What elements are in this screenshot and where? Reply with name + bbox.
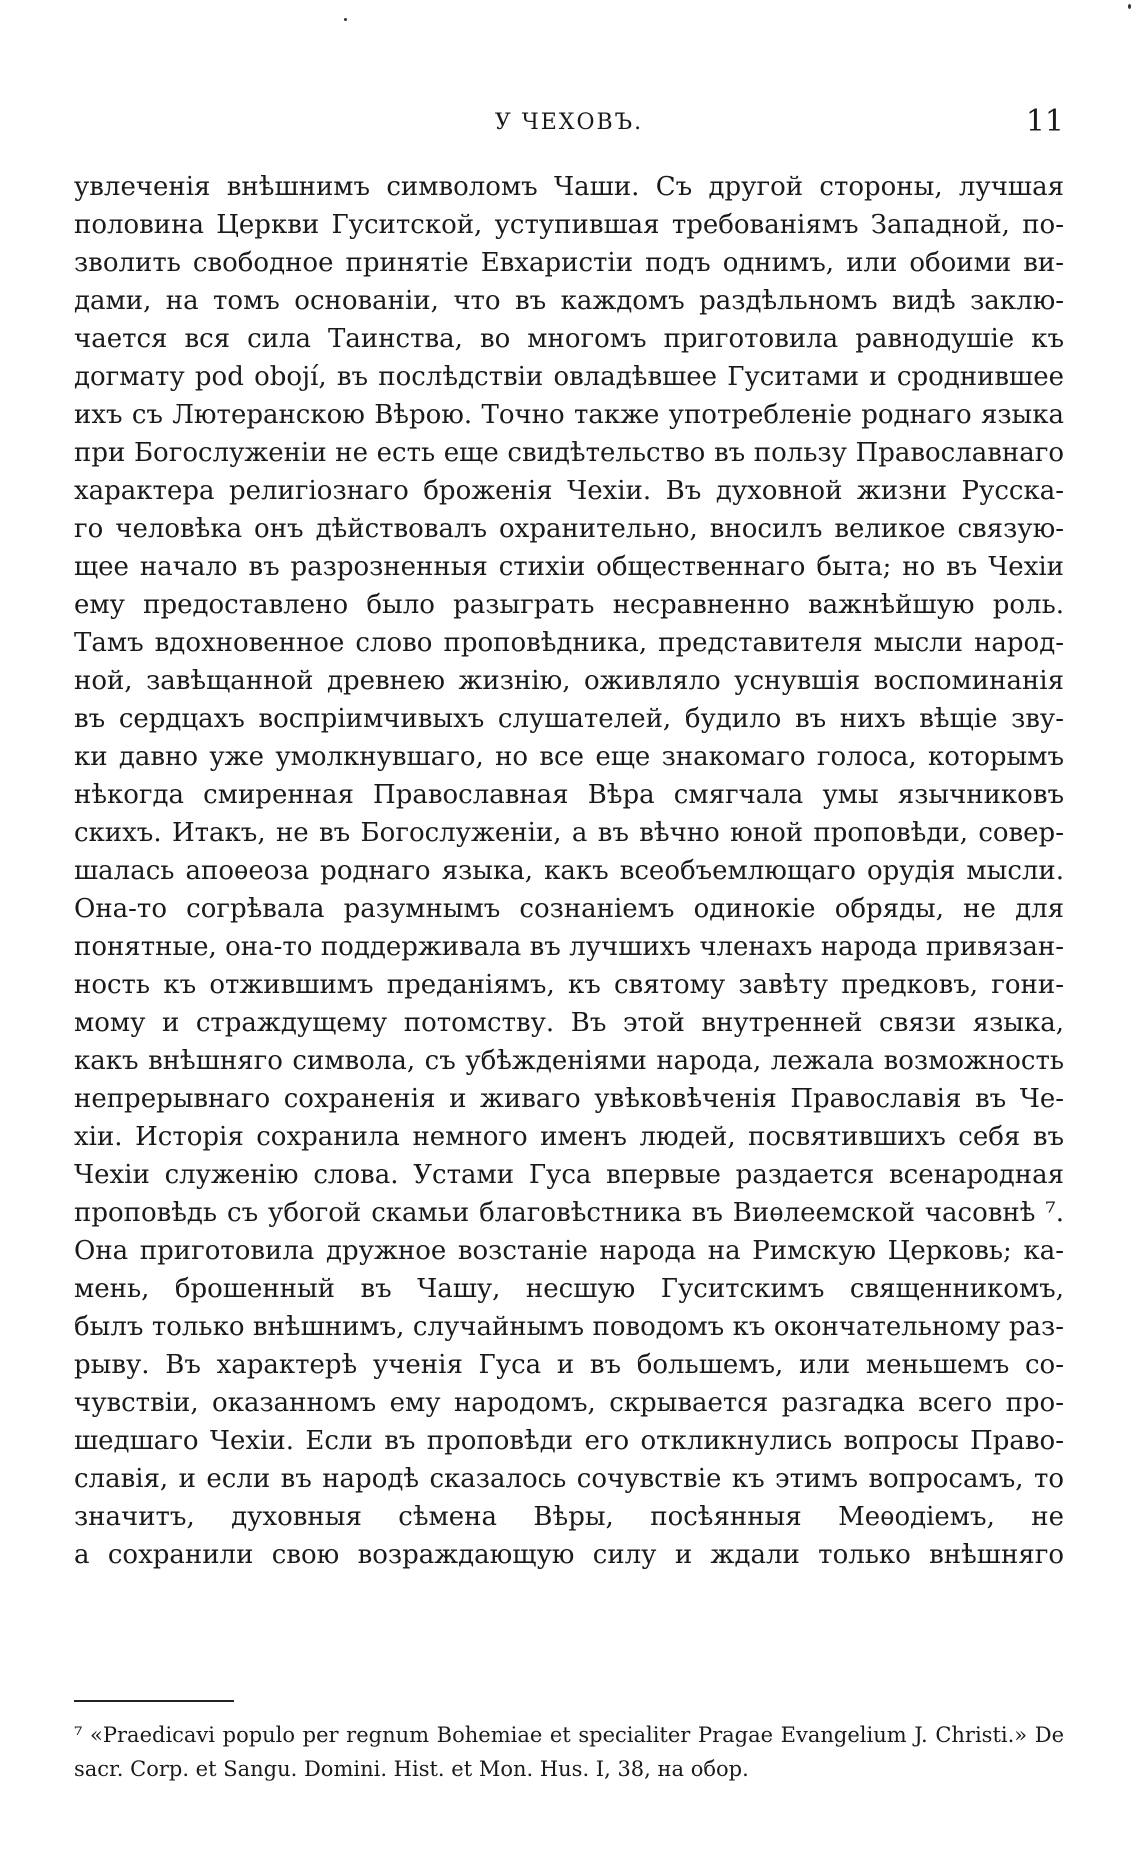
text-line-content: го человѣка онъ дѣйствовалъ охранительно, вносилъ великое связую- <box>74 514 1064 544</box>
text-line-content: славія, и если въ народѣ сказалось сочувствіе къ этимъ вопросамъ, то <box>74 1464 1064 1494</box>
text-line <box>74 1004 1064 1042</box>
text-line-content: хіи. Исторія сохранила немного именъ людей, посвятившихъ себя въ <box>74 1122 1064 1152</box>
text-line-content: ной, завѣщанной древнею жизнію, оживляло уснувшія воспоминанія <box>74 666 1064 696</box>
text-line-content: ихъ съ Лютеранскою Вѣрою. Точно также употребленіе роднаго языка <box>74 400 1064 430</box>
main-text <box>74 168 1064 1574</box>
text-line <box>74 1232 1064 1270</box>
text-line-content: скихъ. Итакъ, не въ Богослуженіи, а въ вѣчно юной проповѣди, совер- <box>74 818 1064 848</box>
footnote-line-content: sacr. Corp. et Sangu. Domini. Hist. et Mon. Hus. I, 38, на обор. <box>74 1757 749 1781</box>
text-line-content: ки давно уже умолкнувшаго, но все еще знакомаго голоса, которымъ <box>74 742 1064 772</box>
text-line <box>74 1118 1064 1156</box>
text-line <box>74 776 1064 814</box>
print-speck <box>1128 4 1131 9</box>
footnote-line <box>74 1752 1064 1786</box>
text-line-content: какъ внѣшняго символа, съ убѣжденіями народа, лежала возможность <box>74 1046 1064 1076</box>
text-line-content: Чехіи служенію слова. Устами Гуса впервые раздается всенародная <box>74 1160 1064 1190</box>
text-line <box>74 1536 1064 1574</box>
text-line <box>74 1042 1064 1080</box>
text-line-content: а сохранили свою возраждающую силу и ждали только внѣшняго <box>74 1540 1064 1570</box>
text-line <box>74 928 1064 966</box>
text-line <box>74 1194 1064 1232</box>
text-line-content: при Богослуженіи не есть еще свидѣтельство въ пользу Православнаго <box>74 438 1064 468</box>
text-line <box>74 320 1064 358</box>
text-line <box>74 814 1064 852</box>
text-line-content: характера религіознаго броженія Чехіи. Въ духовной жизни Русска- <box>74 476 1064 506</box>
page-number: 11 <box>1025 104 1064 139</box>
text-line <box>74 1270 1064 1308</box>
text-line <box>74 966 1064 1004</box>
text-line <box>74 738 1064 776</box>
text-line <box>74 358 1064 396</box>
text-line <box>74 1498 1064 1536</box>
text-line-content: половина Церкви Гуситской, уступившая требованіямъ Западной, по- <box>74 210 1064 240</box>
text-line <box>74 852 1064 890</box>
text-line-content: въ сердцахъ воспріимчивыхъ слушателей, будило въ нихъ вѣщіе зву- <box>74 704 1064 734</box>
text-line <box>74 510 1064 548</box>
text-line-content: ему предоставлено было разыграть несравненно важнѣйшую роль. <box>74 590 1064 620</box>
text-line-content: Она приготовила дружное возстаніе народа на Римскую Церковь; ка- <box>74 1236 1064 1266</box>
text-line <box>74 244 1064 282</box>
footnote-line <box>74 1718 1064 1752</box>
text-line-content: проповѣдь съ убогой скамьи благовѣстника въ Виѳлеемской часовнѣ ⁷. <box>74 1198 1064 1228</box>
text-line <box>74 1460 1064 1498</box>
text-line <box>74 1346 1064 1384</box>
text-line <box>74 1422 1064 1460</box>
text-line-content: Тамъ вдохновенное слово проповѣдника, представителя мысли народ- <box>74 628 1064 658</box>
text-line <box>74 1080 1064 1118</box>
text-line-content: шедшаго Чехіи. Если въ проповѣди его откликнулись вопросы Право- <box>74 1426 1064 1456</box>
text-line-content: значитъ, духовныя сѣмена Вѣры, посѣянныя Меѳодіемъ, не <box>74 1502 1064 1532</box>
text-line-content: щее начало въ разрозненныя стихіи общественнаго быта; но въ Чехіи <box>74 552 1064 582</box>
running-title: У ЧЕХОВЪ. <box>494 110 644 135</box>
print-speck <box>344 18 347 21</box>
text-line-content: мому и страждущему потомству. Въ этой внутренней связи языка, <box>74 1008 1064 1038</box>
text-line-content: чается вся сила Таинства, во многомъ приготовила равнодушіе къ <box>74 324 1064 354</box>
text-line <box>74 282 1064 320</box>
text-line-content: дами, на томъ основаніи, что въ каждомъ раздѣльномъ видѣ заклю- <box>74 286 1064 316</box>
text-line-content: мень, брошенный въ Чашу, несшую Гуситскимъ священникомъ, <box>74 1274 1064 1304</box>
text-line-content: Она-то согрѣвала разумнымъ сознаніемъ одинокіе обряды, не для <box>74 894 1064 924</box>
text-line <box>74 624 1064 662</box>
text-line-content: увлеченія внѣшнимъ символомъ Чаши. Съ другой стороны, лучшая <box>74 172 1064 202</box>
text-line <box>74 1308 1064 1346</box>
text-line <box>74 1384 1064 1422</box>
text-line <box>74 548 1064 586</box>
text-line <box>74 396 1064 434</box>
text-line-content: рыву. Въ характерѣ ученія Гуса и въ большемъ, или меньшемъ со- <box>74 1350 1064 1380</box>
footnote-line-content: ⁷ «Praedicavi populo per regnum Bohemiae et specialiter Pragae Evangelium J. Christi.» De <box>74 1723 1064 1747</box>
text-line-content: былъ только внѣшнимъ, случайнымъ поводомъ къ окончательному раз- <box>74 1312 1064 1342</box>
text-line <box>74 472 1064 510</box>
text-line <box>74 586 1064 624</box>
text-line-content: понятные, она-то поддерживала въ лучшихъ членахъ народа привязан- <box>74 932 1064 962</box>
text-line-content: зволить свободное принятіе Евхаристіи подъ однимъ, или обоими ви- <box>74 248 1064 278</box>
text-line <box>74 1156 1064 1194</box>
footnote-divider <box>74 1700 234 1702</box>
text-line <box>74 890 1064 928</box>
text-line-content: ность къ отжившимъ преданіямъ, къ святому завѣту предковъ, гони- <box>74 970 1064 1000</box>
text-line-content: чувствіи, оказанномъ ему народомъ, скрывается разгадка всего про- <box>74 1388 1064 1418</box>
text-line <box>74 168 1064 206</box>
text-line <box>74 434 1064 472</box>
page-header <box>74 104 1064 144</box>
text-line-content: непрерывнаго сохраненія и живаго увѣковѣченія Православія въ Че- <box>74 1084 1064 1114</box>
footnotes <box>74 1718 1064 1786</box>
text-line-content: шалась апоѳеоза роднаго языка, какъ всеобъемлющаго орудія мысли. <box>74 856 1064 886</box>
text-line <box>74 206 1064 244</box>
text-line-content: нѣкогда смиренная Православная Вѣра смягчала умы язычниковъ <box>74 780 1064 810</box>
text-line <box>74 662 1064 700</box>
text-line <box>74 700 1064 738</box>
text-line-content: догмату pod obojí, въ послѣдствіи овладѣвшее Гуситами и сроднившее <box>74 362 1064 392</box>
